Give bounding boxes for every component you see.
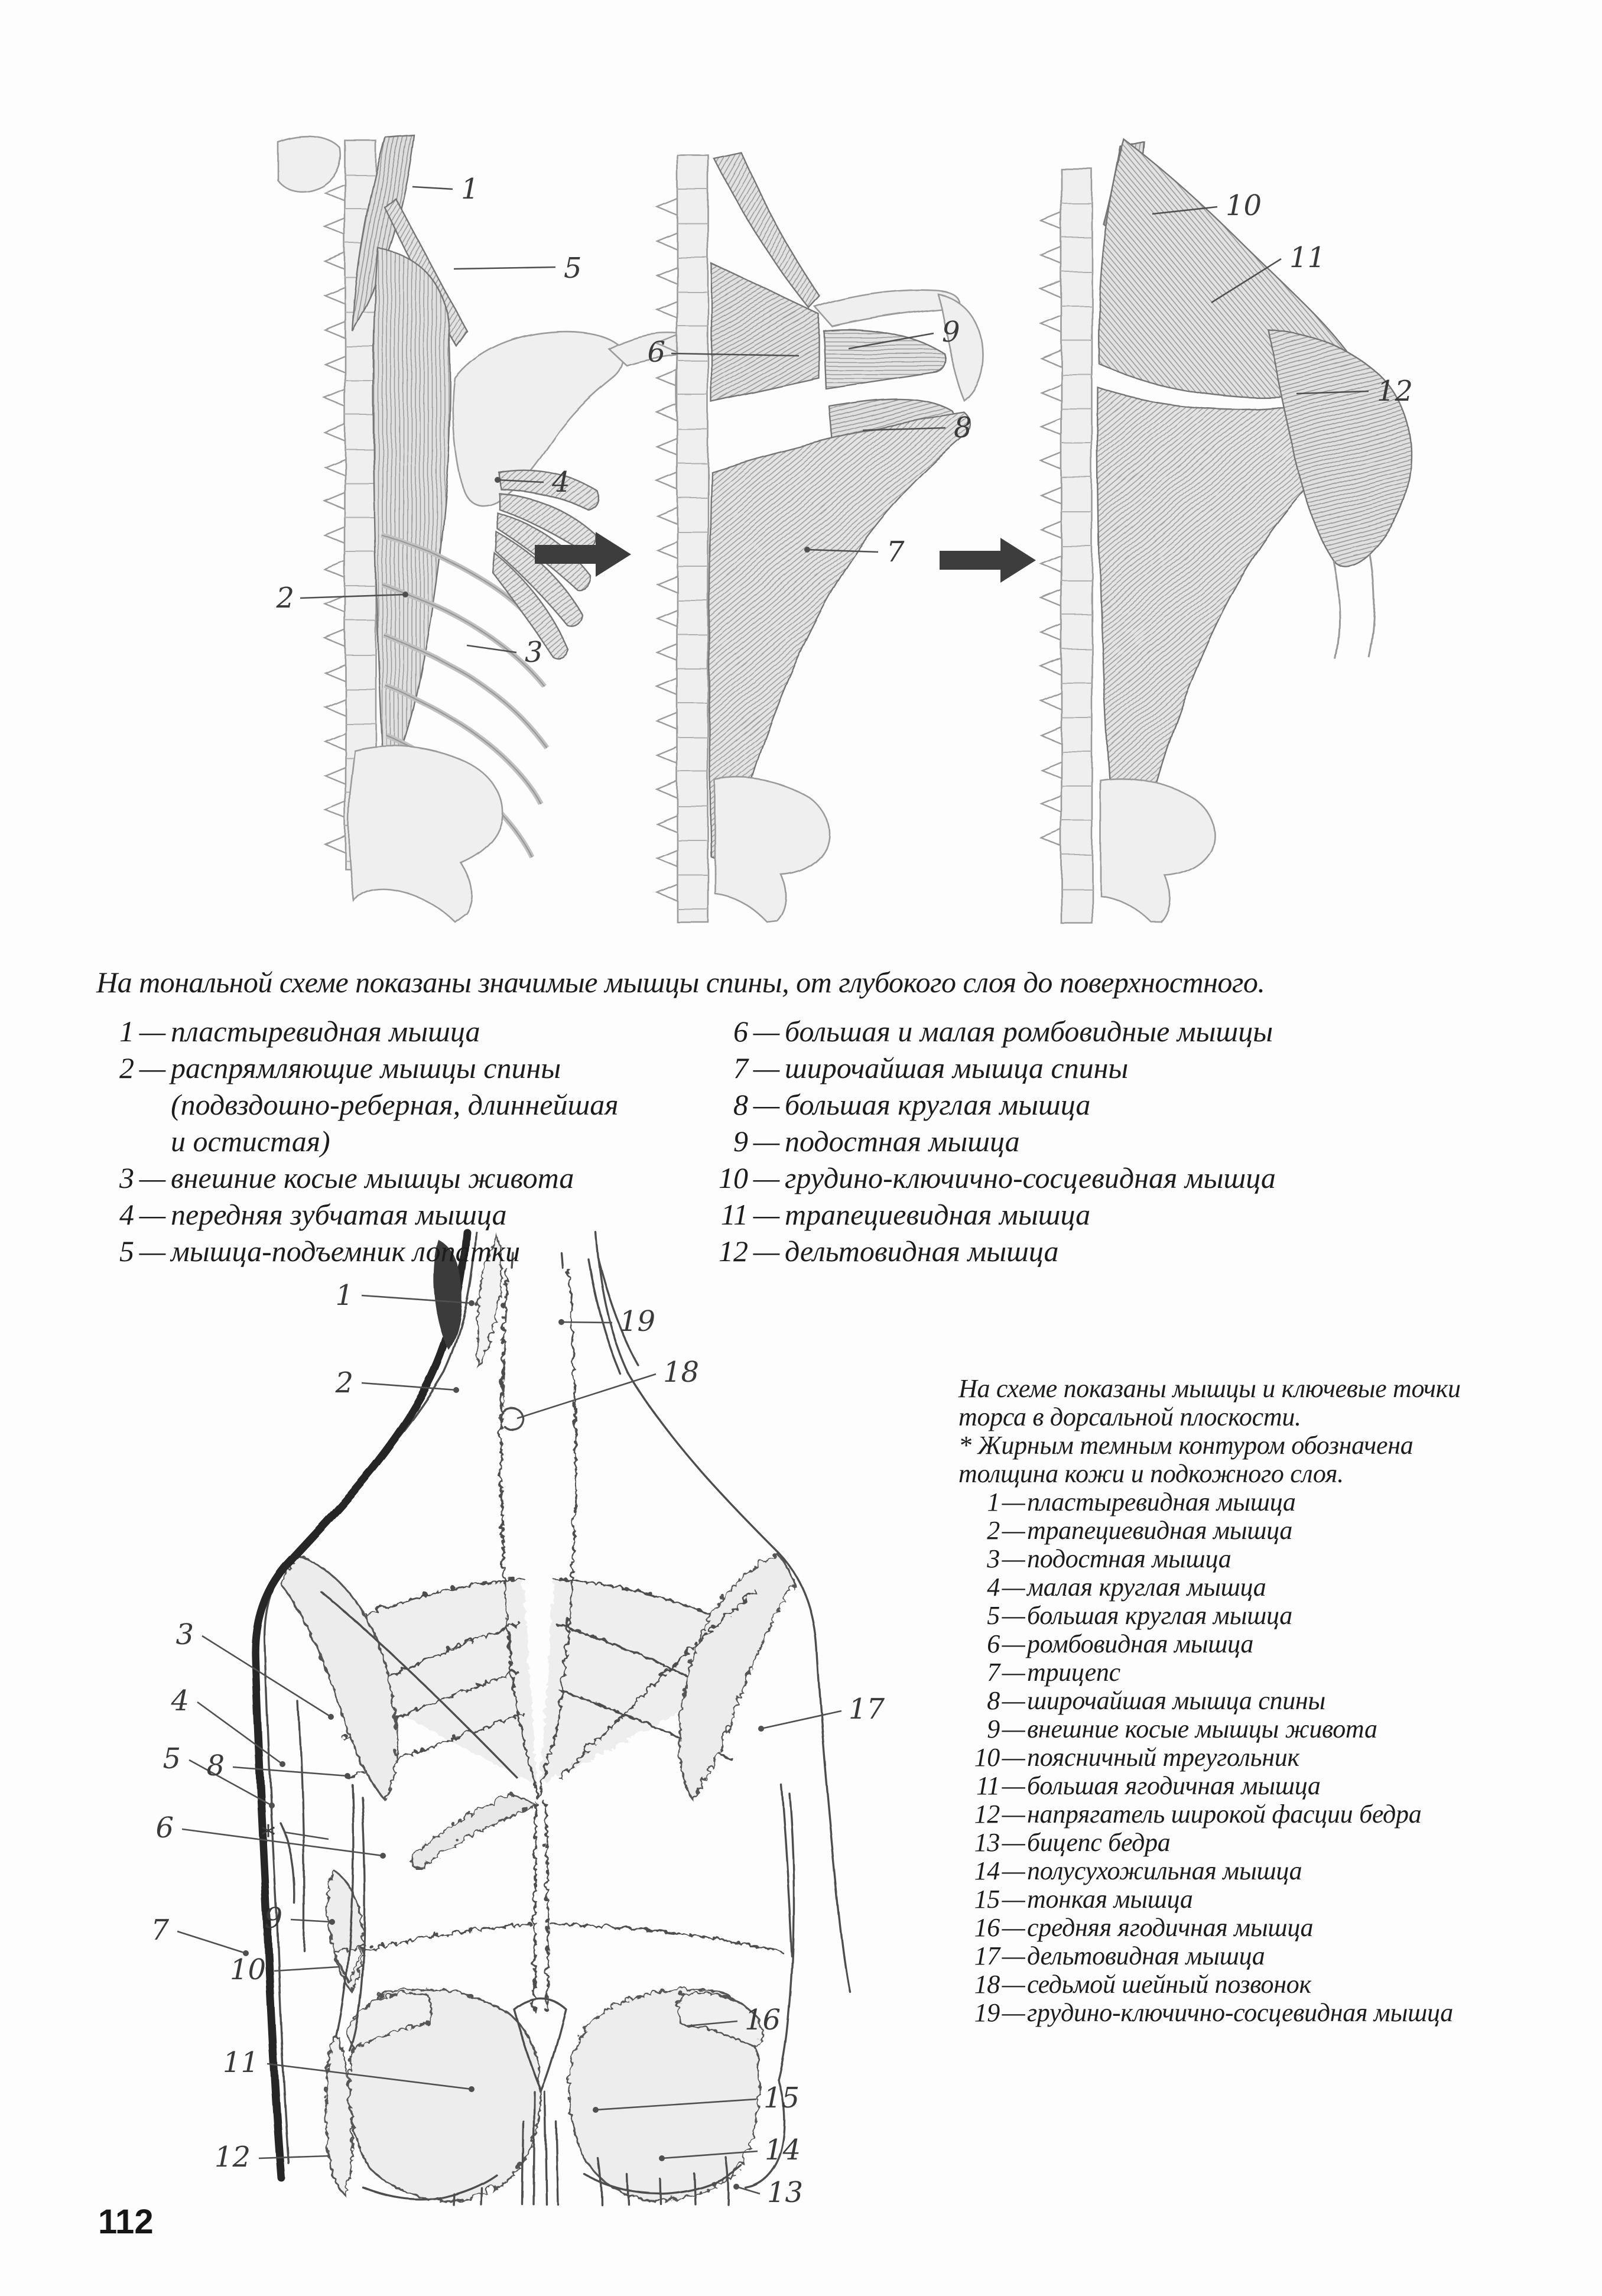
figure-deep-layer bbox=[278, 135, 707, 922]
figure-middle-layer bbox=[657, 152, 983, 922]
legend-text: трапециевидная мышца bbox=[785, 1198, 1091, 1231]
legend-text: грудино-ключично-сосцевидная мышца bbox=[785, 1161, 1276, 1194]
callout-d14: 14 bbox=[765, 2133, 801, 2167]
legend-text: поясничный треугольник bbox=[1027, 1743, 1299, 1772]
legend-dash: — bbox=[1002, 1913, 1025, 1942]
legend-number bbox=[96, 1123, 134, 1160]
leader-5 bbox=[454, 267, 555, 269]
dorsal-intro-line: толщина кожи и подкожного слоя. bbox=[958, 1459, 1344, 1488]
legend-row bbox=[958, 1829, 1461, 1857]
callout-d16: 16 bbox=[745, 2003, 781, 2037]
leader-2-dot bbox=[402, 592, 408, 597]
rhomboid-sliver bbox=[410, 1792, 535, 1866]
callout-d8: 8 bbox=[206, 1749, 225, 1782]
legend-row bbox=[958, 1715, 1461, 1743]
legend-text: пластыревидная мышца bbox=[171, 1015, 480, 1048]
legend-text: мышца-подъемник лопатки bbox=[171, 1235, 521, 1268]
legend-row bbox=[958, 1999, 1461, 2027]
legend-number: 7 bbox=[733, 1051, 748, 1084]
legend-number: 3 bbox=[119, 1161, 134, 1194]
legend-dash: — bbox=[139, 1015, 166, 1048]
legend-row bbox=[689, 1013, 1276, 1050]
leader-dstar bbox=[284, 1832, 329, 1839]
legend-row bbox=[689, 1196, 1276, 1233]
legend-row bbox=[96, 1233, 618, 1269]
callout-d3: 3 bbox=[176, 1618, 194, 1651]
legend-row bbox=[96, 1050, 618, 1086]
legend-row bbox=[958, 1885, 1461, 1914]
legend-dash: — bbox=[1002, 1800, 1025, 1829]
pelvis-bone bbox=[349, 746, 503, 922]
page-number: 112 bbox=[98, 2203, 154, 2241]
leader-4-dot bbox=[495, 477, 501, 483]
legend-dash: — bbox=[1002, 1629, 1025, 1658]
legend-number: 16 bbox=[974, 1913, 1000, 1942]
legend-text: внешние косые мышцы живота bbox=[171, 1161, 574, 1194]
muscle-serratus-anterior bbox=[492, 470, 598, 658]
legend-number: 10 bbox=[974, 1743, 1000, 1772]
legend-dash: — bbox=[753, 1125, 780, 1158]
legend-number: 6 bbox=[987, 1629, 1000, 1658]
legend-row bbox=[958, 1573, 1461, 1602]
legend-number: 9 bbox=[987, 1714, 1000, 1743]
callout-9: 9 bbox=[942, 316, 960, 349]
dot-d2 bbox=[453, 1387, 459, 1393]
legend-row bbox=[958, 1687, 1461, 1715]
callout-d10: 10 bbox=[229, 1953, 266, 1986]
legend-number bbox=[96, 1086, 134, 1123]
dot-d4 bbox=[280, 1761, 285, 1767]
callout-d7: 7 bbox=[151, 1914, 169, 1947]
legend-row bbox=[96, 1160, 618, 1196]
legend-text: (подвздошно-реберная, длиннейшая bbox=[171, 1088, 619, 1121]
legend-dash: — bbox=[1002, 1573, 1025, 1602]
legend-text: ромбовидная мышца bbox=[1027, 1629, 1254, 1658]
dot-d8 bbox=[345, 1773, 350, 1779]
figure-superficial-layer bbox=[1041, 139, 1412, 923]
dorsal-legend-block bbox=[958, 1375, 1461, 2027]
leader-d10 bbox=[274, 1967, 339, 1971]
callout-6: 6 bbox=[647, 336, 665, 369]
legend-dash: — bbox=[1002, 1856, 1025, 1885]
deltoid-right bbox=[677, 1553, 793, 1797]
legend-row bbox=[96, 1196, 618, 1233]
legend-text: подостная мышца bbox=[785, 1125, 1020, 1158]
legend-number: 11 bbox=[976, 1771, 1000, 1800]
legend-dash: — bbox=[753, 1198, 780, 1231]
latissimus-border-right bbox=[548, 1922, 780, 1950]
triceps-line-left bbox=[281, 1702, 304, 1950]
legend-dash: — bbox=[1002, 1714, 1025, 1743]
legend-text: средняя ягодичная мышца bbox=[1027, 1913, 1314, 1942]
legend-dash: — bbox=[1002, 1488, 1025, 1516]
legend-row bbox=[958, 1516, 1461, 1545]
legend-number: 10 bbox=[719, 1161, 748, 1194]
legend-row bbox=[689, 1086, 1276, 1123]
legend-number: 9 bbox=[733, 1125, 748, 1158]
callout-12: 12 bbox=[1377, 375, 1413, 408]
dorsal-figure bbox=[151, 1232, 885, 2209]
legend-text: дельтовидная мышца bbox=[785, 1235, 1059, 1268]
leader-d8 bbox=[233, 1767, 347, 1776]
legend-number: 8 bbox=[733, 1088, 748, 1121]
legend-text: большая и малая ромбовидные мышцы bbox=[785, 1015, 1273, 1048]
leader-7-dot bbox=[804, 547, 810, 553]
spinous-processes bbox=[657, 199, 677, 901]
legend-number: 5 bbox=[119, 1235, 134, 1268]
legend-text: большая круглая мышца bbox=[785, 1088, 1091, 1121]
dorsal-intro-line: На схеме показаны мышцы и ключевые точки bbox=[958, 1374, 1461, 1403]
legend-text: подостная мышца bbox=[1027, 1544, 1231, 1573]
leader-d17 bbox=[761, 1711, 841, 1729]
callout-d17: 17 bbox=[849, 1693, 885, 1726]
callout-11: 11 bbox=[1289, 241, 1326, 274]
callout-d6: 6 bbox=[155, 1811, 174, 1844]
legend-text: седьмой шейный позвонок bbox=[1027, 1970, 1311, 1999]
dot-d9 bbox=[329, 1919, 335, 1925]
tonal-legend-right-column bbox=[689, 1013, 1276, 1269]
legend-row bbox=[96, 1123, 618, 1160]
dot-d5 bbox=[269, 1803, 275, 1808]
legend-text: и остистая) bbox=[171, 1125, 330, 1158]
callout-d13: 13 bbox=[767, 2176, 804, 2209]
dot-d3 bbox=[328, 1714, 334, 1720]
spine-furrow-lower bbox=[532, 1801, 545, 2009]
dot-d1 bbox=[469, 1300, 475, 1306]
legend-dash: — bbox=[1002, 1771, 1025, 1800]
legend-text: бицепс бедра bbox=[1027, 1828, 1171, 1857]
legend-text: малая круглая мышца bbox=[1027, 1573, 1266, 1602]
callout-7: 7 bbox=[886, 535, 905, 569]
shoulder-arm-left bbox=[265, 1553, 294, 2163]
legend-row bbox=[96, 1086, 618, 1123]
legend-dash: — bbox=[753, 1161, 780, 1194]
leader-d18 bbox=[517, 1374, 656, 1418]
callout-d11: 11 bbox=[222, 2046, 259, 2079]
callout-1: 1 bbox=[461, 173, 479, 206]
legend-dash: — bbox=[139, 1235, 166, 1268]
callout-d12: 12 bbox=[214, 2141, 251, 2174]
c7-vertebra-mark bbox=[501, 1409, 524, 1430]
dorsal-intro-lines bbox=[958, 1375, 1461, 1488]
legend-number: 15 bbox=[974, 1885, 1000, 1914]
legend-number: 14 bbox=[974, 1856, 1000, 1885]
dot-d14 bbox=[659, 2155, 665, 2161]
legend-number: 17 bbox=[974, 1941, 1000, 1970]
legend-number: 11 bbox=[720, 1198, 748, 1231]
legend-dash: — bbox=[1002, 1828, 1025, 1857]
legend-text: внешние косые мышцы живота bbox=[1027, 1714, 1377, 1743]
muscle-infraspinatus bbox=[824, 330, 945, 389]
legend-dash: — bbox=[1002, 1516, 1025, 1545]
callout-d1: 1 bbox=[335, 1279, 353, 1312]
spinous-processes bbox=[325, 184, 345, 852]
arrow-right-2 bbox=[940, 538, 1036, 583]
scapular-spine-bone bbox=[815, 290, 959, 326]
legend-row bbox=[689, 1233, 1276, 1269]
legend-number: 1 bbox=[987, 1488, 1000, 1516]
callout-2: 2 bbox=[276, 582, 294, 615]
dot-d13 bbox=[733, 2184, 739, 2190]
tonal-legend-left-column bbox=[96, 1013, 618, 1269]
dot-d11 bbox=[469, 2086, 475, 2092]
legend-row bbox=[958, 1857, 1461, 1885]
legend-dash: — bbox=[139, 1051, 166, 1084]
leader-d2 bbox=[362, 1383, 456, 1390]
legend-row bbox=[689, 1160, 1276, 1196]
legend-row bbox=[689, 1050, 1276, 1086]
legend-number: 4 bbox=[987, 1573, 1000, 1602]
spine-column bbox=[677, 155, 708, 922]
legend-text: грудино-ключично-сосцевидная мышца bbox=[1027, 1998, 1453, 2027]
dorsal-intro-line: торса в дорсальной плоскости. bbox=[958, 1402, 1301, 1431]
legend-text: напрягатель широкой фасции бедра bbox=[1027, 1800, 1422, 1829]
legend-dash: — bbox=[1002, 1998, 1025, 2027]
legend-number: 6 bbox=[733, 1015, 748, 1048]
callout-8: 8 bbox=[954, 411, 972, 444]
trapezius-slope-right bbox=[628, 1372, 779, 1553]
legend-row bbox=[958, 1658, 1461, 1687]
pelvis-bone bbox=[715, 778, 829, 922]
legend-dash: — bbox=[753, 1235, 780, 1268]
callout-d19: 19 bbox=[619, 1305, 656, 1338]
legend-dash: — bbox=[1002, 1885, 1025, 1914]
legend-number: 2 bbox=[987, 1516, 1000, 1545]
dot-d15 bbox=[593, 2107, 599, 2113]
legend-dash bbox=[134, 1123, 171, 1160]
legend-text: большая ягодичная мышца bbox=[1027, 1771, 1321, 1800]
callout-d2: 2 bbox=[335, 1366, 353, 1399]
legend-text: широчайшая мышца спины bbox=[1027, 1686, 1325, 1715]
callout-d9: 9 bbox=[264, 1902, 282, 1935]
dorsal-intro-line: * Жирным темным контуром обозначена bbox=[958, 1431, 1413, 1460]
legend-dash: — bbox=[1002, 1941, 1025, 1970]
tonal-scheme-intro: На тональной схеме показаны значимые мышцы спины, от глубокого слоя до поверхностного. bbox=[96, 966, 1265, 999]
legend-text: трапециевидная мышца bbox=[1027, 1516, 1293, 1545]
upper-arm-lines bbox=[1333, 554, 1374, 660]
legend-number: 5 bbox=[987, 1601, 1000, 1630]
legend-row bbox=[689, 1123, 1276, 1160]
leader-d12 bbox=[259, 2156, 329, 2158]
deltoid-left bbox=[279, 1553, 395, 1797]
legend-number: 18 bbox=[974, 1970, 1000, 1999]
legend-dash: — bbox=[139, 1161, 166, 1194]
latissimus-border-left bbox=[357, 1922, 529, 1950]
legend-number: 12 bbox=[719, 1235, 748, 1268]
legend-text: пластыревидная мышца bbox=[1027, 1488, 1296, 1516]
legend-dash: — bbox=[753, 1051, 780, 1084]
leader-1 bbox=[412, 187, 453, 189]
legend-text: большая круглая мышца bbox=[1027, 1601, 1292, 1630]
legend-row bbox=[958, 1800, 1461, 1829]
legend-dash: — bbox=[753, 1015, 780, 1048]
leader-d7 bbox=[177, 1931, 246, 1953]
legend-dash: — bbox=[1002, 1686, 1025, 1715]
callout-d5: 5 bbox=[163, 1742, 181, 1775]
legend-row bbox=[958, 1602, 1461, 1630]
callout-4: 4 bbox=[552, 466, 570, 499]
tensor-fasciae-latae bbox=[324, 2034, 350, 2193]
legend-row bbox=[958, 1970, 1461, 1999]
callout-d18: 18 bbox=[663, 1356, 700, 1389]
callout-3: 3 bbox=[525, 636, 543, 669]
legend-number: 3 bbox=[987, 1544, 1000, 1573]
legend-text: широчайшая мышца спины bbox=[785, 1051, 1129, 1084]
callout-5: 5 bbox=[564, 252, 582, 285]
legend-dash bbox=[134, 1086, 171, 1123]
legend-dash: — bbox=[753, 1088, 780, 1121]
callout-dstar: * bbox=[261, 1819, 275, 1852]
muscle-erector-spinae bbox=[373, 248, 450, 780]
legend-number: 7 bbox=[987, 1658, 1000, 1687]
legend-dash: — bbox=[139, 1198, 166, 1231]
legend-dash: — bbox=[1002, 1970, 1025, 1999]
legend-row bbox=[958, 1545, 1461, 1573]
pelvis-bone bbox=[1100, 778, 1214, 922]
legend-text: распрямляющие мышцы спины bbox=[171, 1051, 561, 1084]
legend-text: трицепс bbox=[1027, 1658, 1120, 1687]
legend-row bbox=[958, 1630, 1461, 1658]
dot-d6 bbox=[380, 1853, 386, 1859]
legend-number: 13 bbox=[974, 1828, 1000, 1857]
legend-row bbox=[958, 1914, 1461, 1942]
legend-text: полусухожильная мышца bbox=[1027, 1856, 1302, 1885]
callout-d15: 15 bbox=[763, 2081, 800, 2115]
legend-dash: — bbox=[1002, 1658, 1025, 1687]
legend-row bbox=[958, 1772, 1461, 1800]
spinous-processes bbox=[1041, 213, 1061, 846]
skull-fragment bbox=[278, 137, 340, 191]
legend-number: 1 bbox=[119, 1015, 134, 1048]
legend-number: 8 bbox=[987, 1686, 1000, 1715]
legend-row bbox=[958, 1488, 1461, 1516]
legend-number: 12 bbox=[974, 1800, 1000, 1829]
legend-text: передняя зубчатая мышца bbox=[171, 1198, 507, 1231]
legend-text: дельтовидная мышца bbox=[1027, 1941, 1265, 1970]
legend-dash: — bbox=[1002, 1743, 1025, 1772]
callout-10: 10 bbox=[1226, 189, 1262, 222]
legend-row bbox=[958, 1743, 1461, 1772]
dot-d17 bbox=[758, 1726, 764, 1732]
legend-number: 4 bbox=[119, 1198, 134, 1231]
leader-d19 bbox=[561, 1322, 612, 1323]
legend-number: 2 bbox=[119, 1051, 134, 1084]
callout-d4: 4 bbox=[171, 1684, 189, 1717]
legend-text: тонкая мышца bbox=[1027, 1885, 1193, 1914]
vertebra-lines bbox=[1061, 203, 1092, 889]
dot-d19 bbox=[558, 1319, 564, 1325]
legend-row bbox=[958, 1942, 1461, 1970]
legend-row bbox=[96, 1013, 618, 1050]
legend-number: 19 bbox=[974, 1998, 1000, 2027]
dorsal-jagged-layer bbox=[279, 1234, 793, 2198]
legend-dash: — bbox=[1002, 1544, 1025, 1573]
legend-dash: — bbox=[1002, 1601, 1025, 1630]
dorsal-legend-items bbox=[958, 1488, 1461, 2027]
